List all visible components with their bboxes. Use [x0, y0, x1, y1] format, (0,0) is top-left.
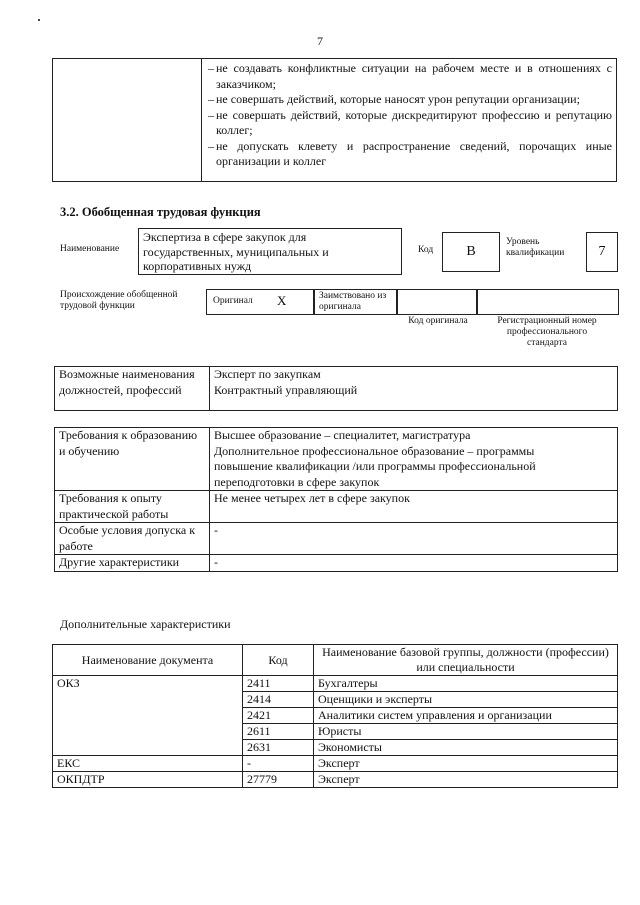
name-value: Экспертиза в сфере закупок для государственных, муниципальных и корпоративных нужд: [143, 230, 329, 273]
origin-reg-cell: [476, 289, 619, 315]
code-cell: 2411: [243, 676, 314, 692]
name-cell: Юристы: [314, 724, 618, 740]
positions-values-cell: [210, 367, 618, 411]
code-original-caption: Код оригинала: [408, 316, 468, 326]
requirement-line: Не менее четырех лет в сфере закупок: [214, 491, 410, 505]
ethics-item: – не совершать действий, которые наносят урон репутации организации;: [208, 92, 580, 106]
origin-label: Происхождение обобщенной трудовой функции: [60, 290, 178, 311]
table-row: [53, 756, 618, 772]
ethics-table: [52, 58, 617, 182]
table-row: [53, 772, 618, 788]
additional-table: [52, 644, 618, 788]
code-cell: 2414: [243, 692, 314, 708]
requirement-line: -: [214, 523, 218, 537]
requirement-label: Требования к опыту практической работы: [55, 491, 210, 523]
page-number: 7: [317, 34, 323, 48]
ethics-item: – не совершать действий, которые дискредитируют профессию и репутацию коллег;: [208, 107, 612, 137]
name-cell: Аналитики систем управления и организации: [314, 708, 618, 724]
position-item: Эксперт по закупкам: [214, 367, 321, 381]
code-label: Код: [418, 245, 434, 255]
ethics-items-cell: [202, 59, 617, 182]
requirements-table: [54, 427, 618, 572]
requirement-row: [55, 523, 618, 555]
scan-speck: [38, 19, 40, 21]
requirement-label: Требования к образованию и обучению: [55, 428, 210, 491]
name-cell: Эксперт: [314, 756, 618, 772]
requirement-value: [210, 555, 618, 572]
ethics-item: – не создавать конфликтные ситуации на рабочем месте и в отношениях с заказчиком;: [208, 61, 612, 91]
code-cell: 2611: [243, 724, 314, 740]
additional-header-row: [53, 645, 618, 676]
doc-cell: ОКЗ: [53, 676, 243, 756]
positions-table: [54, 366, 618, 411]
requirement-row: [55, 428, 618, 491]
requirement-row: [55, 555, 618, 572]
borrowed-label: Заимствовано из оригинала: [319, 291, 387, 312]
origin-borrowed-cell: [313, 289, 398, 315]
position-item: Контрактный управляющий: [214, 382, 358, 397]
header-code: Код: [243, 645, 314, 676]
code-cell: -: [243, 756, 314, 772]
additional-title: Дополнительные характеристики: [60, 617, 231, 631]
header-name: Наименование базовой группы, должности (профессии) или специальности: [314, 645, 618, 676]
level-value: 7: [598, 244, 606, 259]
header-doc: Наименование документа: [53, 645, 243, 676]
code-cell: 2421: [243, 708, 314, 724]
reg-number-caption: Регистрационный номер профессионального стандарта: [497, 316, 597, 348]
original-mark: X: [277, 293, 287, 308]
positions-label: Возможные наименования должностей, профессий: [55, 367, 210, 411]
code-box: [442, 232, 500, 272]
requirement-line: Высшее образование – специалитет, магистратура: [214, 428, 471, 442]
name-cell: Эксперт: [314, 772, 618, 788]
level-label: Уровень квалификации: [506, 237, 565, 258]
name-cell: Оценщики и эксперты: [314, 692, 618, 708]
requirement-label: Другие характеристики: [55, 555, 210, 572]
requirement-value: [210, 523, 618, 555]
code-value: B: [466, 244, 476, 259]
doc-cell: ЕКС: [53, 756, 243, 772]
name-cell: Бухгалтеры: [314, 676, 618, 692]
section-title: 3.2. Обобщенная трудовая функция: [60, 205, 261, 219]
code-cell: 27779: [243, 772, 314, 788]
name-cell: Экономисты: [314, 740, 618, 756]
requirement-line: -: [214, 555, 218, 569]
ethics-item: – не допускать клевету и распространение сведений, порочащих иные организации и коллег: [208, 138, 612, 168]
requirement-value: [210, 428, 618, 491]
code-cell: 2631: [243, 740, 314, 756]
name-box: [138, 228, 402, 275]
level-box: [586, 232, 618, 272]
original-label: Оригинал: [213, 296, 253, 306]
origin-original-cell: [206, 289, 315, 315]
requirement-value: [210, 491, 618, 523]
name-label: Наименование: [60, 244, 120, 254]
doc-cell: ОКПДТР: [53, 772, 243, 788]
table-row: [53, 676, 618, 692]
requirement-label: Особые условия допуска к работе: [55, 523, 210, 555]
requirement-row: [55, 491, 618, 523]
ethics-empty-cell: [53, 59, 202, 182]
origin-code-cell: [396, 289, 478, 315]
requirement-line: Дополнительное профессиональное образование – программы повышение квалификации /или программы профессиональной переподготовки в сфере закупок: [214, 443, 536, 489]
